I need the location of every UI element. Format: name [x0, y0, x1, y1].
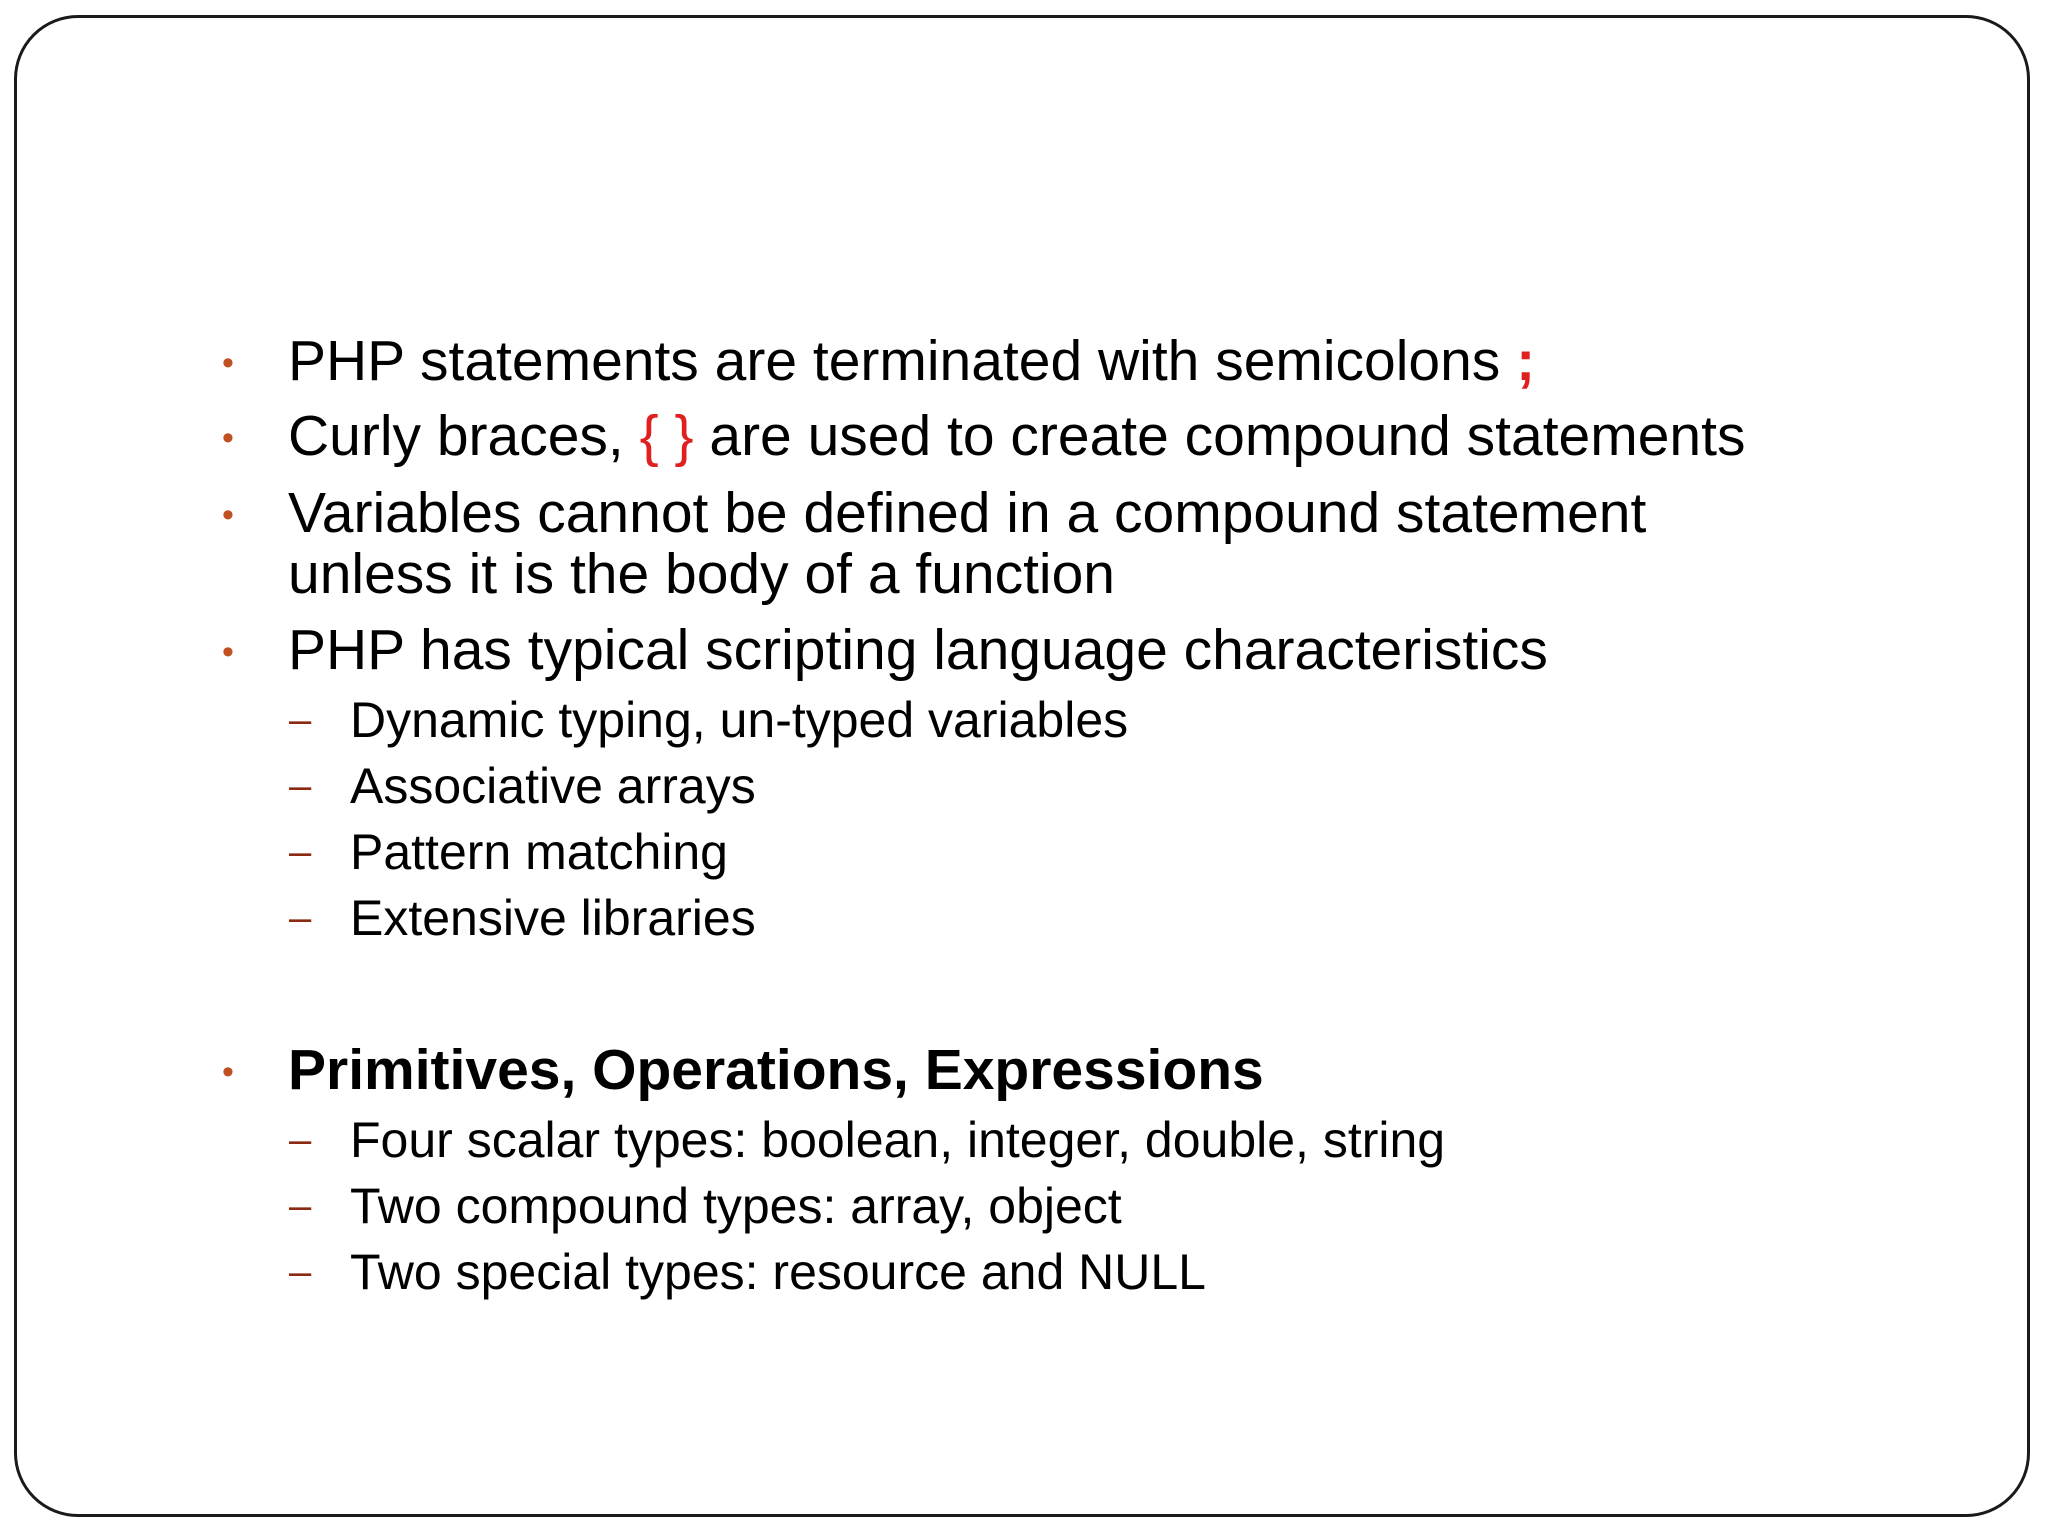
- subitem-text: Two compound types: array, object: [350, 1178, 1122, 1234]
- dash-icon: –: [289, 764, 312, 808]
- subitem-text: Two special types: resource and NULL: [350, 1244, 1206, 1300]
- dash-icon: –: [289, 1184, 312, 1228]
- subitem-extensive-libraries: [289, 890, 756, 946]
- bullet-icon: •: [222, 496, 234, 534]
- bullet-item-variables-continued: [288, 544, 1115, 605]
- bullet-item-curly-braces: [222, 404, 1746, 468]
- bullet-text-line-1: Variables cannot be defined in a compound statement: [288, 481, 1647, 545]
- curly-braces-symbol: { }: [639, 404, 694, 468]
- dash-icon: –: [289, 1118, 312, 1162]
- dash-icon: –: [289, 830, 312, 874]
- bullet-icon: •: [222, 1053, 234, 1091]
- dash-icon: –: [289, 896, 312, 940]
- bullet-item-primitives: [222, 1038, 1264, 1102]
- bullet-text: PHP has typical scripting language characteristics: [288, 618, 1548, 682]
- bullet-text: PHP statements are terminated with semicolons: [288, 329, 1517, 393]
- subitem-text: Associative arrays: [350, 758, 756, 814]
- bullet-text: Curly braces,: [288, 404, 640, 468]
- subitem-text: Pattern matching: [350, 824, 728, 880]
- subitem-text: Dynamic typing, un-typed variables: [350, 692, 1129, 748]
- subitem-compound-types: [289, 1178, 1122, 1234]
- subitem-scalar-types: [289, 1112, 1446, 1168]
- dash-icon: –: [289, 1250, 312, 1294]
- subitem-dynamic-typing: [289, 692, 1129, 748]
- dash-icon: –: [289, 698, 312, 742]
- bullet-icon: •: [222, 344, 234, 382]
- semicolon-symbol: ;: [1516, 329, 1536, 393]
- bullet-text-continued: are used to create compound statements: [693, 404, 1746, 468]
- bullet-icon: •: [222, 419, 234, 457]
- bullet-text: Primitives, Operations, Expressions: [288, 1038, 1264, 1102]
- bullet-item-characteristics: [222, 618, 1548, 682]
- subitem-text: Four scalar types: boolean, integer, double, string: [350, 1112, 1446, 1168]
- bullet-icon: •: [222, 633, 234, 671]
- subitem-associative-arrays: [289, 758, 756, 814]
- bullet-item-variables: [222, 481, 1647, 545]
- subitem-pattern-matching: [289, 824, 728, 880]
- bullet-text-line-2: unless it is the body of a function: [288, 542, 1116, 606]
- subitem-special-types: [289, 1244, 1206, 1300]
- bullet-item-semicolons: [222, 329, 1536, 393]
- subitem-text: Extensive libraries: [350, 890, 756, 946]
